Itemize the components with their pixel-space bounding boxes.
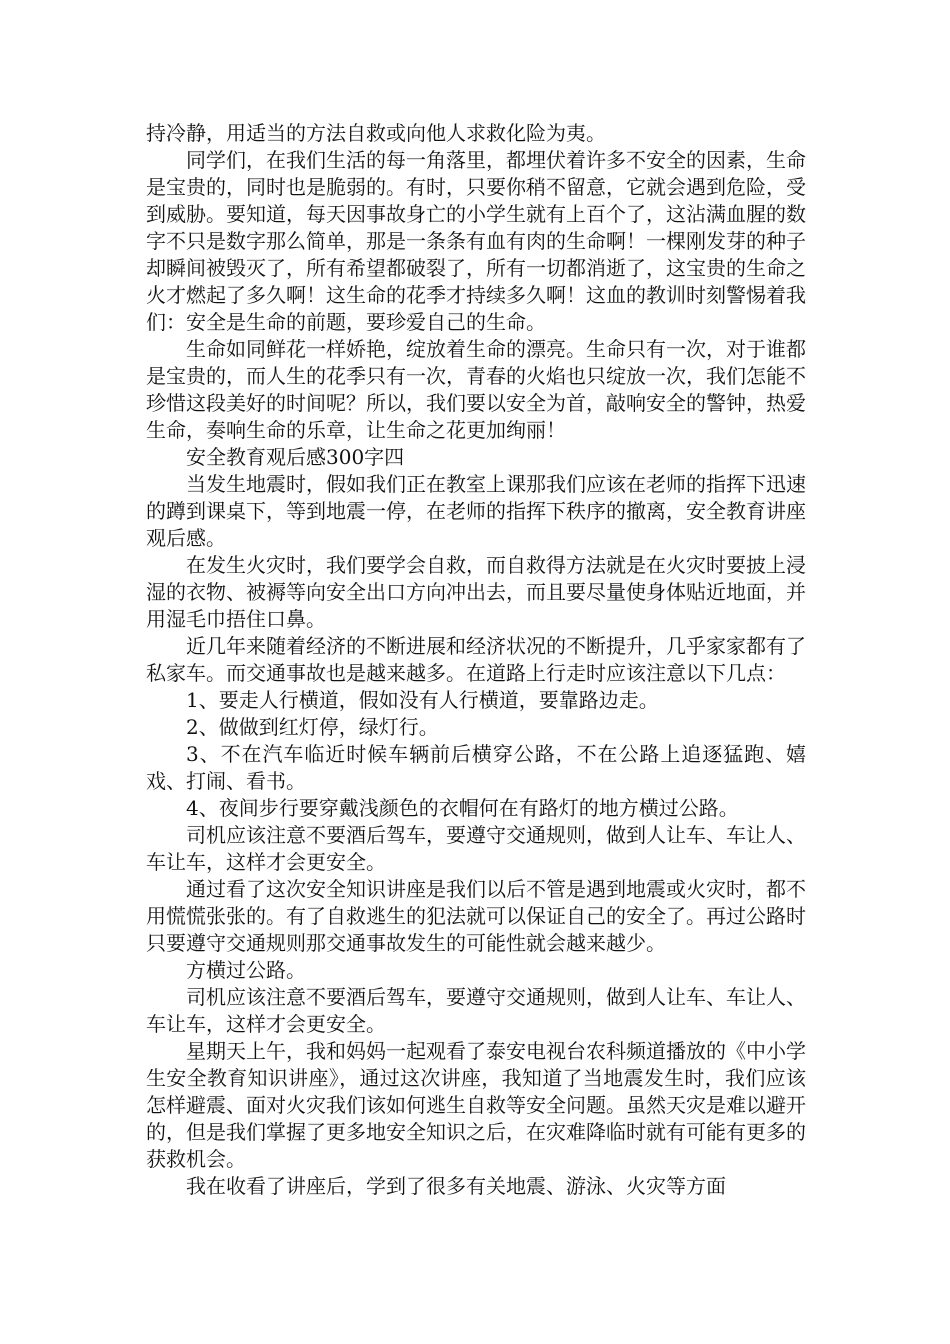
paragraph-traffic-intro: 近几年来随着经济的不断进展和经济状况的不断提升，几乎家家都有了私家车。而交通事故也是越来越多。在道路上行走时应该注意以下几点： xyxy=(146,634,806,685)
paragraph-life-flower: 生命如同鲜花一样娇艳，绽放着生命的漂亮。生命只有一次，对于谁都是宝贵的，而人生的花季只有一次，青春的火焰也只绽放一次，我们怎能不珍惜这段美好的时间呢？所以，我们要以安全为首，敲响安全的警钟，热爱生命，奏响生命的乐章，让生命之花更加绚丽！ xyxy=(146,337,806,442)
list-item-2: 2、做做到红灯停，绿灯行。 xyxy=(186,715,439,739)
document-body xyxy=(146,120,806,1200)
paragraph-lecture-summary: 通过看了这次安全知识讲座是我们以后不管是遇到地震或火灾时，都不用慌慌张张的。有了自救逃生的犯法就可以保证自己的安全了。再过公路时只要遵守交通规则那交通事故发生的可能性就会越来越少。 xyxy=(146,877,806,955)
paragraph-continuation: 持冷静，用适当的方法自救或向他人求救化险为夷。 xyxy=(146,121,606,145)
list-item-4: 4、夜间步行要穿戴浅颜色的衣帽何在有路灯的地方横过公路。 xyxy=(186,796,739,820)
paragraph-drivers-repeat: 司机应该注意不要酒后驾车，要遵守交通规则，做到人让车、车让人、车让车，这样才会更安全。 xyxy=(146,985,806,1036)
paragraph-earthquake: 当发生地震时，假如我们正在教室上课那我们应该在老师的指挥下迅速的蹲到课桌下，等到地震一停，在老师的指挥下秩序的撤离，安全教育讲座观后感。 xyxy=(146,472,806,550)
list-item-3: 3、不在汽车临近时候车辆前后横穿公路，不在公路上追逐猛跑、嬉戏、打闹、看书。 xyxy=(146,742,806,793)
list-item-1: 1、要走人行横道，假如没有人行横道，要靠路边走。 xyxy=(186,688,659,712)
paragraph-fire: 在发生火灾时，我们要学会自救，而自救得方法就是在火灾时要披上浸湿的衣物、被褥等向安全出口方向冲出去，而且要尽量使身体贴近地面，并用湿毛巾捂住口鼻。 xyxy=(146,553,806,631)
paragraph-drivers: 司机应该注意不要酒后驾车，要遵守交通规则，做到人让车、车让人、车让车，这样才会更安全。 xyxy=(146,823,806,874)
paragraph-after-lecture: 我在收看了讲座后，学到了很多有关地震、游泳、火灾等方面 xyxy=(186,1174,726,1198)
paragraph-sunday-lecture: 星期天上午，我和妈妈一起观看了泰安电视台农科频道播放的《中小学生安全教育知识讲座》，通过这次讲座，我知道了当地震发生时，我们应该怎样避震、面对火灾我们该如何逃生自救等安全问题。虽然天灾是难以避开的，但是我们掌握了更多地安全知识之后，在灾难降临时就有可能有更多的获救机会。 xyxy=(146,1039,806,1171)
paragraph-crossing: 方横过公路。 xyxy=(186,958,306,982)
section-heading: 安全教育观后感300字四 xyxy=(186,445,405,469)
paragraph-safety-factors: 同学们，在我们生活的每一角落里，都埋伏着许多不安全的因素，生命是宝贵的，同时也是脆弱的。有时，只要你稍不留意，它就会遇到危险，受到威胁。要知道，每天因事故身亡的小学生就有上百个了，这沾满血腥的数字不只是数字那么简单，那是一条条有血有肉的生命啊！一棵刚发芽的种子却瞬间被毁灭了，所有希望都破裂了，所有一切都消逝了，这宝贵的生命之火才燃起了多久啊！这生命的花季才持续多久啊！这血的教训时刻警惕着我们：安全是生命的前题，要珍爱自己的生命。 xyxy=(146,148,806,334)
